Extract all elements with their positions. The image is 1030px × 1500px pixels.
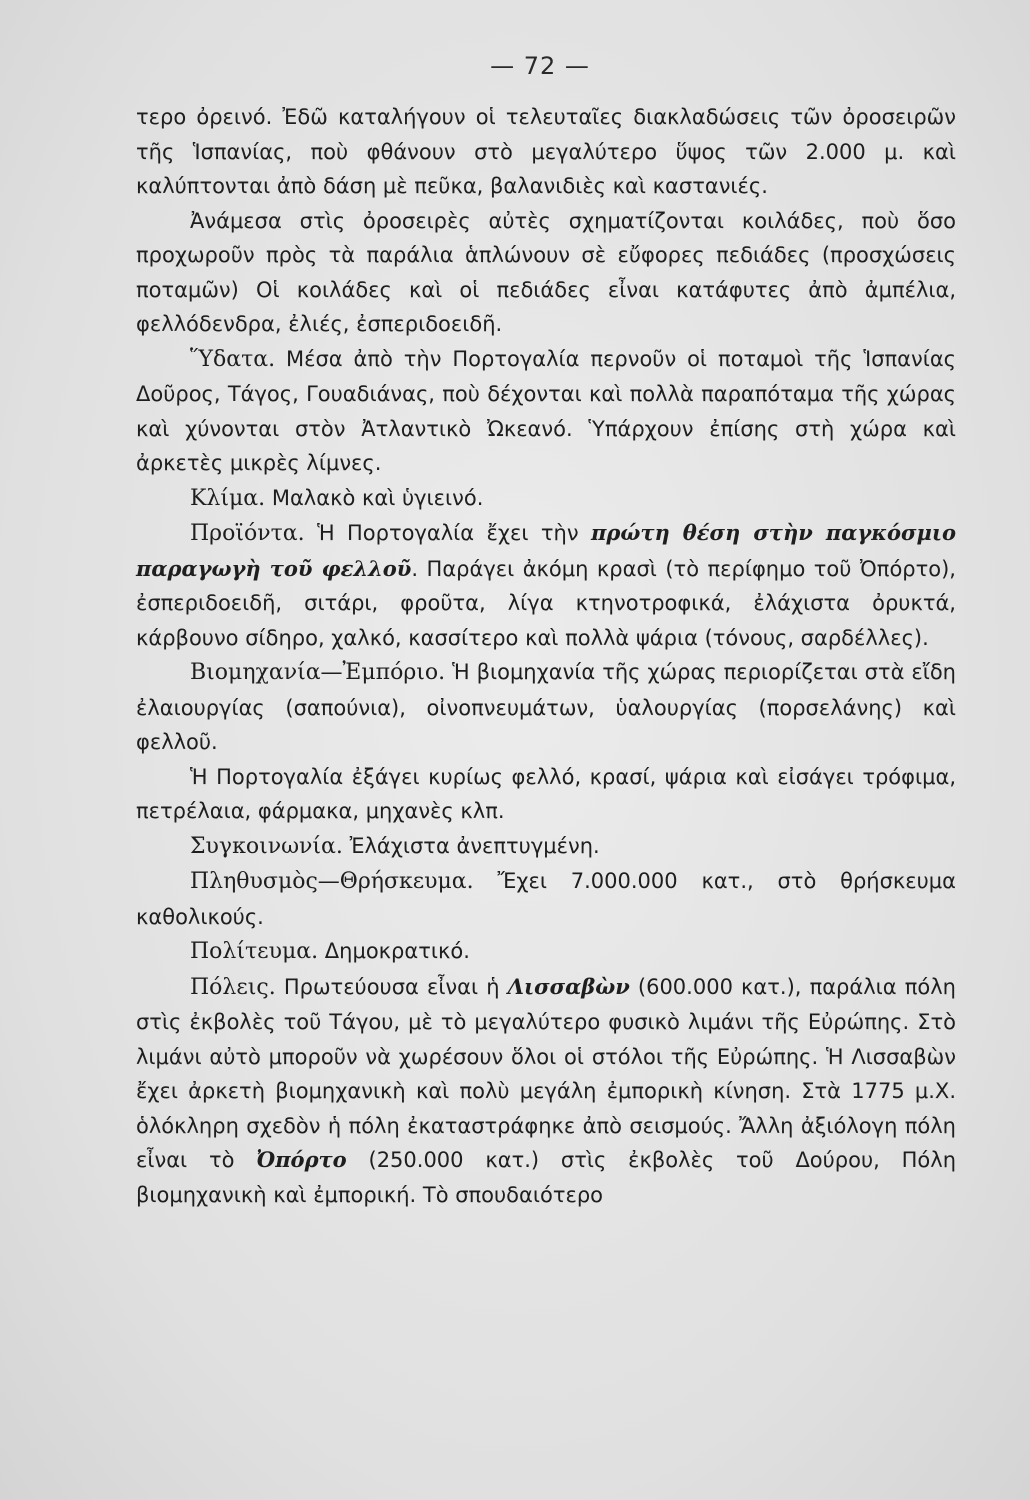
heading-industry: Βιομηχανία—Ἐμπόριο. <box>190 660 446 685</box>
city-lisbon: Λισσαβὼν <box>507 973 630 999</box>
paragraph-intro: τερο ὀρεινό. Ἐδῶ καταλήγουν οἱ τελευταῖες διακλαδώσεις τῶν ὀροσειρῶν τῆς Ἱσπανίας, ποὺ φθάνουν στὸ μεγαλύτερο ὕψος τῶν 2.000 μ. καὶ καλύπτονται ἀπὸ δάση μὲ πεῦκα, βαλανιδιὲς καὶ καστανιές. <box>136 105 956 198</box>
emphasis-cork: πρώτη θέση στὴν παγκόσμιο παραγωγὴ τοῦ φελλοῦ <box>136 520 956 581</box>
page-number: — 72 — <box>490 52 590 80</box>
paragraph-climate: Κλίμα. Μαλακὸ καὶ ὑγιεινό. <box>190 485 484 511</box>
paragraph-valleys: Ἀνάμεσα στὶς ὀροσειρὲς αὐτὲς σχηματίζονται κοιλάδες, ποὺ ὅσο προχωροῦν πρὸς τὰ παράλια ἁπλώνουν σὲ εὔφορες πεδιάδες (προσχώσεις ποταμῶν) Οἱ κοιλάδες καὶ οἱ πεδιάδες εἶναι κατάφυτες ἀπὸ ἀμπέλια, φελλόδενδρα, ἐλιές, ἐσπεριδοειδῆ. <box>136 208 956 336</box>
heading-cities: Πόλεις. <box>190 974 276 1000</box>
heading-population: Πληθυσμὸς—Θρήσκευμα. <box>190 869 474 894</box>
paragraph-exports: Ἡ Πορτογαλία ἐξάγει κυρίως φελλό, κρασί, ψάρια καὶ εἰσάγει τρόφιμα, πετρέλαια, φάρμακα, μηχανὲς κλπ. <box>136 764 956 823</box>
city-porto: Ὀπόρτο <box>256 1147 347 1172</box>
heading-government: Πολίτευμα. <box>190 939 319 964</box>
heading-waters: Ὕδατα. <box>190 346 276 372</box>
paragraph-communication: Συγκοινωνία. Ἐλάχιστα ἀνεπτυγμένη. <box>190 833 600 859</box>
page-body <box>136 100 956 1212</box>
heading-products: Προϊόντα. <box>190 521 305 546</box>
paragraph-cities: Πόλεις. Πρωτεύουσα εἶναι ἡ Λισσαβὼν (600.000 κατ.), παράλια πόλη στὶς ἐκβολὲς τοῦ Τάγου, μὲ τὸ μεγαλύτερο φυσικὸ λιμάνι τῆς Εὐρώπης. Στὸ λιμάνι αὐτὸ μποροῦν νὰ χωρέσουν ὅλοι οἱ στόλοι τῆς Εὐρώπης. Ἡ Λισσαβὼν ἔχει ἀρκετὴ βιομηχανικὴ καὶ πολὺ μεγάλη ἐμπορικὴ κίνηση. Στὰ 1775 μ.Χ. ὁλόκληρη σχεδὸν ἡ πόλη ἐκαταστράφηκε ἀπὸ σεισμούς. Ἄλλη ἀξιόλογη πόλη εἶναι τὸ Ὀπόρτο (250.000 κατ.) στὶς ἐκβολὲς τοῦ Δούρου, Πόλη βιομηχανικὴ καὶ ἐμπορική. Τὸ σπουδαιότερο <box>136 973 957 1207</box>
paragraph-industry: Βιομηχανία—Ἐμπόριο. Ἡ βιομηχανία τῆς χώρας περιορίζεται στὰ εἴδη ἐλαιουργίας (σαπούνια), οἰνοπνευμάτων, ὑαλουργίας (πορσελάνης) καὶ φελλοῦ. <box>136 660 956 754</box>
paragraph-products: Προϊόντα. Ἡ Πορτογαλία ἔχει τὴν πρώτη θέση στὴν παγκόσμιο παραγωγὴ τοῦ φελλοῦ. Παράγει ἀκόμη κρασὶ (τὸ περίφημο τοῦ Ὀπόρτο), ἐσπεριδοειδῆ, σιτάρι, φροῦτα, λίγα κτηνοτροφικά, ἐλάχιστα ὀρυκτά, κάρβουνο σίδηρο, χαλκό, κασσίτερο καὶ πολλὰ ψάρια (τόνους, σαρδέλλες). <box>136 520 956 650</box>
heading-climate: Κλίμα. <box>190 485 266 511</box>
paragraph-population: Πληθυσμὸς—Θρήσκευμα. Ἔχει 7.000.000 κατ., στὸ θρήσκευμα καθολικούς. <box>136 869 956 929</box>
paragraph-waters: Ὕδατα. Μέσα ἀπὸ τὴν Πορτογαλία περνοῦν οἱ ποταμοὶ τῆς Ἱσπανίας Δοῦρος, Τάγος, Γουαδιάνας, ποὺ δέχονται καὶ πολλὰ παραπόταμα τῆς χώρας καὶ χύνονται στὸν Ἀτλαντικὸ Ὠκεανό. Ὑπάρχουν ἐπίσης στὴ χώρα καὶ ἀρκετὲς μικρὲς λίμνες. <box>136 346 956 475</box>
paragraph-government: Πολίτευμα. Δημοκρατικό. <box>190 939 470 964</box>
heading-communication: Συγκοινωνία. <box>190 833 343 859</box>
